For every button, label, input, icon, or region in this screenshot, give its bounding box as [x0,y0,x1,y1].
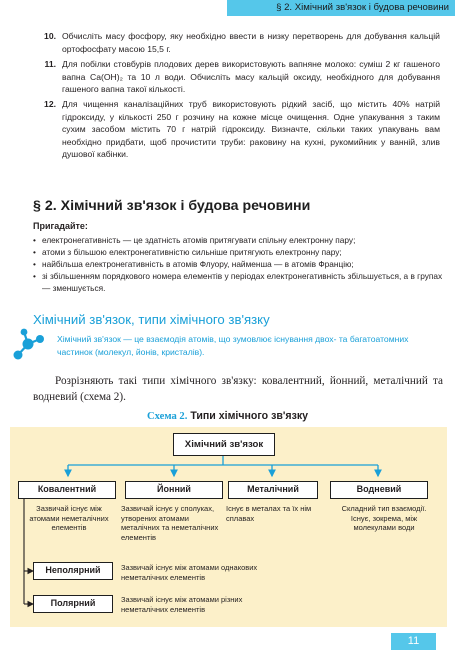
problem-text: Обчисліть масу фосфору, яку необхідно ввести в низку перетворень для добування кальцій ортофосфату масою 15,5 г. [62,31,440,54]
problem-10 [44,30,440,55]
list-item: • атоми з більшою електронегативністю сильніше притягують електронну пару; [33,246,445,258]
type-desc-ionic: Зазвичай існує у сполуках, утворених атомами металічних та неметалічних елементів [121,504,219,543]
recall-list [33,234,445,294]
type-desc-hydrogen: Складний тип взаємодії. Існує, зокрема, між молекулами води [341,504,427,533]
running-header-text: § 2. Хімічний зв'язок і будова речовини [276,2,449,13]
type-node-hydrogen: Водневий [330,481,428,499]
list-item: • найбільша електронегативність в атомів Флуору, найменша — в атомів Францію; [33,258,445,270]
subtype-desc-nonpolar: Зазвичай існує між атомами однакових неметалічних елементів [121,563,258,582]
type-desc-metallic: Існує в металах та їх нім сплавах [226,504,312,523]
subtype-node-nonpolar: Неполярний [33,562,113,580]
root-node: Хімічний зв'язок [173,433,275,456]
molecule-icon [10,327,46,363]
type-node-metallic: Металічний [228,481,318,499]
running-header [227,0,455,16]
problem-number: 12. [44,99,56,109]
subtype-node-polar: Полярний [33,595,113,613]
schema-label: Схема 2. [146,411,188,422]
definition-text: Хімічний зв'язок — це взаємодія атомів, що зумовлює існування двох- та багатоатомних частинок (молекул, йонів, кристалів). [57,334,409,357]
problem-text: Для побілки стовбурів плодових дерев використовують вапняне молоко: суміш 2 кг гашеного вапна Ca(OH)₂ та 10 л води. Обчисліть масу кальцій оксиду, необхідного для добування гашеного вапна такої кількості. [62,59,440,95]
schema-caption [0,410,455,422]
type-node-ionic: Йонний [125,481,223,499]
schema-title: Типи хімічного зв'язку [190,410,309,422]
problem-number: 11. [44,59,56,69]
subsection-title: Хімічний зв'язок, типи хімічного зв'язку [33,312,270,327]
type-node-covalent: Ковалентний [18,481,116,499]
section-title: § 2. Хімічний зв'язок і будова речовини [33,198,311,214]
problem-11 [44,58,440,96]
body-paragraph: Розрізняють такі типи хімічного зв'язку: ковалентний, йонний, металічний та водневий (схема 2). [33,375,443,403]
bond-types-diagram [10,427,447,627]
list-item: • зі збільшенням порядкового номера елементів у періодах електронегативність збільшується, а в групах — зменшується. [33,270,445,294]
recall-heading: Пригадайте: [33,221,88,231]
page-number: 11 [407,635,420,647]
type-desc-covalent: Зазвичай існує між атомами неметалічних елементів [29,504,109,533]
page-number-badge [391,633,436,650]
subtype-desc-polar: Зазвичай існує між атомами різних неметалічних елементів [121,595,243,614]
problem-number: 10. [44,31,56,41]
problem-12 [44,98,440,161]
problem-text: Для чищення каналізаційних труб використовують рідкий засіб, що містить 40% натрій гідроксиду, у кількості 250 г розчину на кожне місце очищення. Одне упакування з таким сухим засобом містить 70 г натрій гідроксиду. Визначте, скільки таких упакувань вам необхідно придбати, щоб прочистити труби: раковину на кухні, рукомийник у ванній, злив душової кабінки. [62,99,440,160]
list-item: • електронегативність — це здатність атомів притягувати спільну електронну пару; [33,234,445,246]
